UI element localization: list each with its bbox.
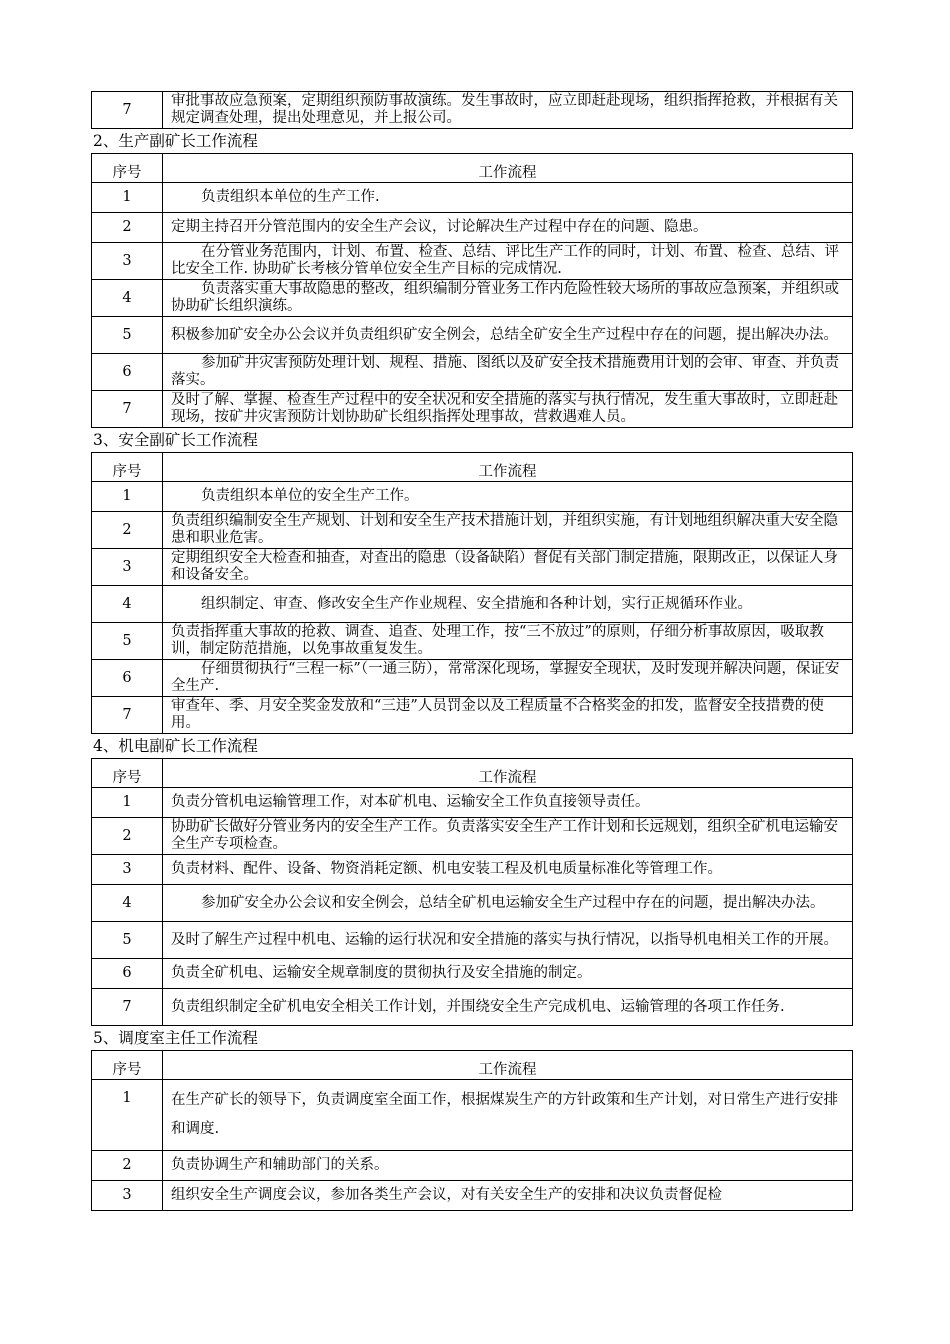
row-text: 定期组织安全大检查和抽查，对查出的隐患（设备缺陷）督促有关部门制定措施，限期改正，以保证人身和设备安全。 xyxy=(163,549,853,586)
table-row xyxy=(92,623,853,660)
table-header-row xyxy=(92,759,853,788)
row-text: 负责落实重大事故隐患的整改，组织编制分管业务工作内危险性较大场所的事故应急预案，并组织或协助矿长组织演练。 xyxy=(163,280,853,317)
row-number: 2 xyxy=(92,512,163,549)
row-text: 在分管业务范围内，计划、布置、检查、总结、评比生产工作的同时，计划、布置、检查、总结、评比安全工作. 协助矿长考核分管单位安全生产目标的完成情况. xyxy=(163,243,853,280)
table-row xyxy=(92,1181,853,1211)
table-row xyxy=(92,586,853,623)
table-row xyxy=(92,317,853,354)
row-number: 2 xyxy=(92,818,163,855)
table-header-row xyxy=(92,453,853,482)
row-number: 6 xyxy=(92,354,163,391)
table-row xyxy=(92,788,853,818)
row-number: 4 xyxy=(92,280,163,317)
row-number: 2 xyxy=(92,1151,163,1181)
row-number: 1 xyxy=(92,1080,163,1151)
row-text: 负责组织编制安全生产规划、计划和安全生产技术措施计划，并组织实施，有计划地组织解决重大安全隐患和职业危害。 xyxy=(163,512,853,549)
row-text: 负责组织制定全矿机电安全相关工作计划，并围绕安全生产完成机电、运输管理的各项工作任务. xyxy=(163,989,853,1026)
document-page xyxy=(91,91,853,1211)
header-flow: 工作流程 xyxy=(163,154,853,183)
row-number: 5 xyxy=(92,623,163,660)
row-number: 7 xyxy=(92,391,163,428)
header-number: 序号 xyxy=(92,1051,163,1080)
table-row xyxy=(92,1151,853,1181)
table-mine-director-continued xyxy=(91,91,853,129)
row-text: 积极参加矿安全办公会议并负责组织矿安全例会，总结全矿安全生产过程中存在的问题，提出解决办法。 xyxy=(163,317,853,354)
row-text: 负责全矿机电、运输安全规章制度的贯彻执行及安全措施的制定。 xyxy=(163,959,853,989)
table-row xyxy=(92,549,853,586)
table-row xyxy=(92,280,853,317)
row-number: 6 xyxy=(92,660,163,697)
header-number: 序号 xyxy=(92,154,163,183)
row-number: 5 xyxy=(92,317,163,354)
row-number: 1 xyxy=(92,482,163,512)
row-number: 3 xyxy=(92,243,163,280)
table-row xyxy=(92,818,853,855)
table-header-row xyxy=(92,1051,853,1080)
table-dispatch-director xyxy=(91,1050,853,1211)
table-row xyxy=(92,1080,853,1151)
table-production-deputy xyxy=(91,153,853,428)
table-row xyxy=(92,482,853,512)
row-number: 4 xyxy=(92,885,163,922)
table-row xyxy=(92,959,853,989)
table-row xyxy=(92,183,853,213)
row-number: 7 xyxy=(92,92,163,129)
table-safety-deputy xyxy=(91,452,853,734)
row-text: 负责组织本单位的生产工作. xyxy=(163,183,853,213)
table-header-row xyxy=(92,154,853,183)
row-number: 6 xyxy=(92,959,163,989)
header-flow: 工作流程 xyxy=(163,759,853,788)
table-electromechanical-deputy xyxy=(91,758,853,1026)
row-text: 负责分管机电运输管理工作，对本矿机电、运输安全工作负直接领导责任。 xyxy=(163,788,853,818)
table-row xyxy=(92,512,853,549)
row-number: 1 xyxy=(92,788,163,818)
row-number: 1 xyxy=(92,183,163,213)
row-number: 4 xyxy=(92,586,163,623)
row-number: 3 xyxy=(92,855,163,885)
row-text: 组织安全生产调度会议，参加各类生产会议，对有关安全生产的安排和决议负责督促检 xyxy=(163,1181,853,1211)
row-text: 参加矿安全办公会议和安全例会，总结全矿机电运输安全生产过程中存在的问题，提出解决办法。 xyxy=(163,885,853,922)
row-number: 7 xyxy=(92,989,163,1026)
table-row xyxy=(92,989,853,1026)
table-row xyxy=(92,855,853,885)
row-text: 组织制定、审查、修改安全生产作业规程、安全措施和各种计划，实行正规循环作业。 xyxy=(163,586,853,623)
row-text: 审查年、季、月安全奖金发放和“三违”人员罚金以及工程质量不合格奖金的扣发，监督安全技措费的使用。 xyxy=(163,697,853,734)
section-title: 5、调度室主任工作流程 xyxy=(93,1029,258,1047)
section-title: 3、安全副矿长工作流程 xyxy=(93,431,258,449)
row-text: 负责组织本单位的安全生产工作。 xyxy=(163,482,853,512)
row-text: 及时了解生产过程中机电、运输的运行状况和安全措施的落实与执行情况，以指导机电相关工作的开展。 xyxy=(163,922,853,959)
table-row xyxy=(92,660,853,697)
row-text: 审批事故应急预案，定期组织预防事故演练。发生事故时，应立即赶赴现场，组织指挥抢救，并根据有关规定调查处理，提出处理意见，并上报公司。 xyxy=(163,92,853,129)
row-text: 定期主持召开分管范围内的安全生产会议，讨论解决生产过程中存在的问题、隐患。 xyxy=(163,213,853,243)
table-row xyxy=(92,885,853,922)
header-flow: 工作流程 xyxy=(163,1051,853,1080)
table-row xyxy=(92,354,853,391)
header-flow: 工作流程 xyxy=(163,453,853,482)
row-number: 7 xyxy=(92,697,163,734)
table-row xyxy=(92,243,853,280)
table-row xyxy=(92,697,853,734)
row-text: 在生产矿长的领导下，负责调度室全面工作，根据煤炭生产的方针政策和生产计划，对日常生产进行安排和调度. xyxy=(163,1080,853,1151)
row-text: 负责材料、配件、设备、物资消耗定额、机电安装工程及机电质量标准化等管理工作。 xyxy=(163,855,853,885)
row-text: 参加矿井灾害预防处理计划、规程、措施、图纸以及矿安全技术措施费用计划的会审、审查、并负责落实。 xyxy=(163,354,853,391)
section-title: 4、机电副矿长工作流程 xyxy=(93,737,258,755)
table-row xyxy=(92,391,853,428)
row-text: 及时了解、掌握、检查生产过程中的安全状况和安全措施的落实与执行情况，发生重大事故时，立即赶赴现场，按矿井灾害预防计划协助矿长组织指挥处理事故，营救遇难人员。 xyxy=(163,391,853,428)
row-number: 5 xyxy=(92,922,163,959)
section-title: 2、生产副矿长工作流程 xyxy=(93,132,258,150)
table-row xyxy=(92,922,853,959)
table-row xyxy=(92,213,853,243)
row-number: 3 xyxy=(92,549,163,586)
row-text: 负责指挥重大事故的抢救、调查、追查、处理工作，按“三不放过”的原则，仔细分析事故原因，吸取教训，制定防范措施，以免事故重复发生。 xyxy=(163,623,853,660)
row-number: 2 xyxy=(92,213,163,243)
row-text: 仔细贯彻执行“三程一标”（一通三防），常常深化现场，掌握安全现状，及时发现并解决问题，保证安全生产. xyxy=(163,660,853,697)
header-number: 序号 xyxy=(92,453,163,482)
table-row xyxy=(92,92,853,129)
row-text: 负责协调生产和辅助部门的关系。 xyxy=(163,1151,853,1181)
row-number: 3 xyxy=(92,1181,163,1211)
row-text: 协助矿长做好分管业务内的安全生产工作。负责落实安全生产工作计划和长远规划，组织全矿机电运输安全生产专项检查。 xyxy=(163,818,853,855)
header-number: 序号 xyxy=(92,759,163,788)
